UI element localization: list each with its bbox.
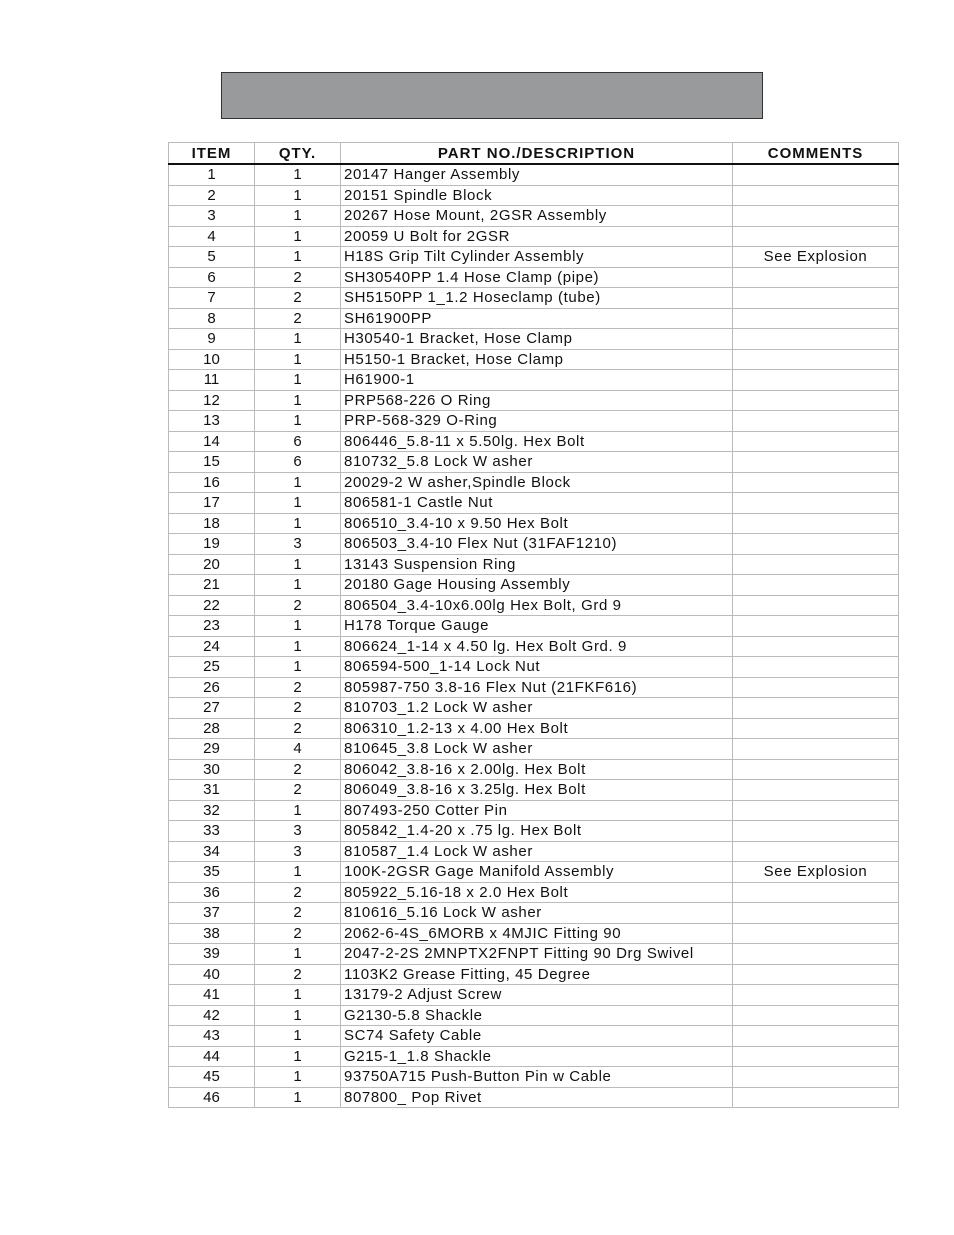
header-item: ITEM	[169, 143, 255, 165]
row-quantity: 1	[255, 616, 341, 637]
row-quantity: 2	[255, 698, 341, 719]
row-comment	[733, 616, 899, 637]
row-comment	[733, 1087, 899, 1108]
row-item-number: 8	[169, 308, 255, 329]
row-quantity: 2	[255, 677, 341, 698]
row-description: 806503_3.4-10 Flex Nut (31FAF1210)	[341, 534, 733, 555]
row-comment	[733, 780, 899, 801]
row-quantity: 1	[255, 1067, 341, 1088]
row-description: G2130-5.8 Shackle	[341, 1005, 733, 1026]
row-quantity: 1	[255, 185, 341, 206]
table-row	[169, 862, 899, 883]
row-item-number: 14	[169, 431, 255, 452]
table-row	[169, 903, 899, 924]
row-comment	[733, 206, 899, 227]
row-comment	[733, 677, 899, 698]
row-description: 20029-2 W asher,Spindle Block	[341, 472, 733, 493]
row-description: G215-1_1.8 Shackle	[341, 1046, 733, 1067]
table-row	[169, 349, 899, 370]
table-row	[169, 575, 899, 596]
table-row	[169, 452, 899, 473]
row-quantity: 1	[255, 636, 341, 657]
row-quantity: 6	[255, 431, 341, 452]
row-description: 806049_3.8-16 x 3.25lg. Hex Bolt	[341, 780, 733, 801]
row-comment	[733, 657, 899, 678]
row-comment	[733, 1067, 899, 1088]
row-comment	[733, 493, 899, 514]
row-comment	[733, 288, 899, 309]
row-comment	[733, 944, 899, 965]
table-row	[169, 985, 899, 1006]
table-row	[169, 185, 899, 206]
row-item-number: 28	[169, 718, 255, 739]
row-item-number: 37	[169, 903, 255, 924]
row-item-number: 27	[169, 698, 255, 719]
row-quantity: 2	[255, 267, 341, 288]
table-row	[169, 698, 899, 719]
row-quantity: 1	[255, 944, 341, 965]
row-quantity: 1	[255, 657, 341, 678]
parts-table-body	[169, 164, 899, 1108]
row-quantity: 2	[255, 759, 341, 780]
row-description: 806446_5.8-11 x 5.50lg. Hex Bolt	[341, 431, 733, 452]
row-description: 810587_1.4 Lock W asher	[341, 841, 733, 862]
row-quantity: 1	[255, 206, 341, 227]
row-comment	[733, 759, 899, 780]
row-comment	[733, 923, 899, 944]
row-description: 806581-1 Castle Nut	[341, 493, 733, 514]
table-row	[169, 493, 899, 514]
row-comment	[733, 329, 899, 350]
table-row	[169, 288, 899, 309]
row-quantity: 1	[255, 1087, 341, 1108]
row-description: 1103K2 Grease Fitting, 45 Degree	[341, 964, 733, 985]
row-comment	[733, 185, 899, 206]
row-item-number: 16	[169, 472, 255, 493]
table-row	[169, 636, 899, 657]
table-header-row	[169, 143, 899, 165]
row-description: 13143 Suspension Ring	[341, 554, 733, 575]
row-quantity: 2	[255, 903, 341, 924]
row-quantity: 2	[255, 923, 341, 944]
row-description: 806042_3.8-16 x 2.00lg. Hex Bolt	[341, 759, 733, 780]
row-item-number: 38	[169, 923, 255, 944]
row-description: 100K-2GSR Gage Manifold Assembly	[341, 862, 733, 883]
table-row	[169, 1087, 899, 1108]
row-item-number: 46	[169, 1087, 255, 1108]
row-item-number: 21	[169, 575, 255, 596]
table-row	[169, 759, 899, 780]
row-comment	[733, 903, 899, 924]
table-row	[169, 1046, 899, 1067]
table-row	[169, 739, 899, 760]
row-quantity: 1	[255, 390, 341, 411]
row-description: 13179-2 Adjust Screw	[341, 985, 733, 1006]
row-item-number: 1	[169, 164, 255, 185]
row-quantity: 1	[255, 554, 341, 575]
header-comments: COMMENTS	[733, 143, 899, 165]
row-comment	[733, 718, 899, 739]
table-row	[169, 821, 899, 842]
row-description: 2062-6-4S_6MORB x 4MJIC Fitting 90	[341, 923, 733, 944]
row-quantity: 1	[255, 513, 341, 534]
row-comment	[733, 964, 899, 985]
row-description: 810703_1.2 Lock W asher	[341, 698, 733, 719]
row-item-number: 31	[169, 780, 255, 801]
row-quantity: 1	[255, 472, 341, 493]
row-quantity: 1	[255, 247, 341, 268]
row-comment	[733, 821, 899, 842]
row-quantity: 1	[255, 349, 341, 370]
row-quantity: 6	[255, 452, 341, 473]
row-description: 20180 Gage Housing Assembly	[341, 575, 733, 596]
row-comment	[733, 513, 899, 534]
table-row	[169, 308, 899, 329]
row-item-number: 42	[169, 1005, 255, 1026]
row-item-number: 9	[169, 329, 255, 350]
table-row	[169, 534, 899, 555]
table-row	[169, 964, 899, 985]
row-quantity: 2	[255, 308, 341, 329]
row-comment	[733, 370, 899, 391]
row-item-number: 36	[169, 882, 255, 903]
row-item-number: 39	[169, 944, 255, 965]
table-row	[169, 882, 899, 903]
row-quantity: 1	[255, 493, 341, 514]
table-row	[169, 595, 899, 616]
header-qty: QTY.	[255, 143, 341, 165]
row-item-number: 41	[169, 985, 255, 1006]
row-quantity: 3	[255, 534, 341, 555]
row-comment	[733, 1005, 899, 1026]
row-item-number: 13	[169, 411, 255, 432]
table-row	[169, 780, 899, 801]
row-item-number: 22	[169, 595, 255, 616]
row-quantity: 3	[255, 841, 341, 862]
row-comment	[733, 739, 899, 760]
row-comment	[733, 882, 899, 903]
row-item-number: 19	[169, 534, 255, 555]
row-description: 806504_3.4-10x6.00lg Hex Bolt, Grd 9	[341, 595, 733, 616]
row-comment	[733, 554, 899, 575]
row-description: 805987-750 3.8-16 Flex Nut (21FKF616)	[341, 677, 733, 698]
row-item-number: 12	[169, 390, 255, 411]
row-comment	[733, 985, 899, 1006]
row-item-number: 40	[169, 964, 255, 985]
row-quantity: 2	[255, 288, 341, 309]
table-row	[169, 431, 899, 452]
row-item-number: 34	[169, 841, 255, 862]
row-description: 807800_ Pop Rivet	[341, 1087, 733, 1108]
row-comment	[733, 226, 899, 247]
row-comment	[733, 390, 899, 411]
table-row	[169, 657, 899, 678]
row-quantity: 2	[255, 595, 341, 616]
table-row	[169, 923, 899, 944]
row-item-number: 18	[169, 513, 255, 534]
row-item-number: 5	[169, 247, 255, 268]
row-item-number: 20	[169, 554, 255, 575]
row-description: 20059 U Bolt for 2GSR	[341, 226, 733, 247]
table-row	[169, 164, 899, 185]
row-description: SH61900PP	[341, 308, 733, 329]
row-item-number: 4	[169, 226, 255, 247]
row-description: H5150-1 Bracket, Hose Clamp	[341, 349, 733, 370]
row-quantity: 1	[255, 164, 341, 185]
row-quantity: 2	[255, 964, 341, 985]
row-description: 807493-250 Cotter Pin	[341, 800, 733, 821]
row-quantity: 1	[255, 1046, 341, 1067]
row-description: 20267 Hose Mount, 2GSR Assembly	[341, 206, 733, 227]
row-item-number: 45	[169, 1067, 255, 1088]
row-comment	[733, 698, 899, 719]
row-description: 810616_5.16 Lock W asher	[341, 903, 733, 924]
row-comment	[733, 472, 899, 493]
row-quantity: 1	[255, 329, 341, 350]
row-description: H178 Torque Gauge	[341, 616, 733, 637]
row-description: H30540-1 Bracket, Hose Clamp	[341, 329, 733, 350]
table-row	[169, 1005, 899, 1026]
row-item-number: 35	[169, 862, 255, 883]
row-item-number: 6	[169, 267, 255, 288]
table-row	[169, 677, 899, 698]
row-quantity: 1	[255, 370, 341, 391]
row-comment	[733, 411, 899, 432]
row-quantity: 3	[255, 821, 341, 842]
table-row	[169, 1067, 899, 1088]
row-description: 2047-2-2S 2MNPTX2FNPT Fitting 90 Drg Swivel	[341, 944, 733, 965]
row-description: SH5150PP 1_1.2 Hoseclamp (tube)	[341, 288, 733, 309]
row-item-number: 2	[169, 185, 255, 206]
row-quantity: 1	[255, 226, 341, 247]
table-row	[169, 554, 899, 575]
row-comment	[733, 431, 899, 452]
row-quantity: 1	[255, 985, 341, 1006]
row-comment	[733, 267, 899, 288]
row-item-number: 32	[169, 800, 255, 821]
table-row	[169, 841, 899, 862]
row-comment	[733, 575, 899, 596]
row-comment	[733, 1046, 899, 1067]
row-item-number: 44	[169, 1046, 255, 1067]
row-item-number: 33	[169, 821, 255, 842]
row-comment	[733, 841, 899, 862]
table-row	[169, 800, 899, 821]
row-description: 93750A715 Push-Button Pin w Cable	[341, 1067, 733, 1088]
table-row	[169, 1026, 899, 1047]
row-quantity: 1	[255, 575, 341, 596]
table-row	[169, 411, 899, 432]
table-row	[169, 472, 899, 493]
table-row	[169, 944, 899, 965]
header-description: PART NO./DESCRIPTION	[341, 143, 733, 165]
row-comment	[733, 800, 899, 821]
row-item-number: 43	[169, 1026, 255, 1047]
row-comment	[733, 164, 899, 185]
row-quantity: 1	[255, 1026, 341, 1047]
row-description: 806310_1.2-13 x 4.00 Hex Bolt	[341, 718, 733, 739]
row-description: PRP-568-329 O-Ring	[341, 411, 733, 432]
row-item-number: 7	[169, 288, 255, 309]
row-description: 806624_1-14 x 4.50 lg. Hex Bolt Grd. 9	[341, 636, 733, 657]
table-row	[169, 329, 899, 350]
row-description: 810645_3.8 Lock W asher	[341, 739, 733, 760]
table-row	[169, 267, 899, 288]
row-quantity: 1	[255, 1005, 341, 1026]
row-item-number: 25	[169, 657, 255, 678]
row-item-number: 3	[169, 206, 255, 227]
row-item-number: 30	[169, 759, 255, 780]
row-description: H61900-1	[341, 370, 733, 391]
table-row	[169, 616, 899, 637]
row-comment	[733, 349, 899, 370]
table-row	[169, 390, 899, 411]
row-comment	[733, 308, 899, 329]
row-description: PRP568-226 O Ring	[341, 390, 733, 411]
title-bar	[221, 72, 763, 119]
row-quantity: 1	[255, 862, 341, 883]
row-comment	[733, 534, 899, 555]
row-description: 810732_5.8 Lock W asher	[341, 452, 733, 473]
row-item-number: 24	[169, 636, 255, 657]
table-row	[169, 718, 899, 739]
row-item-number: 17	[169, 493, 255, 514]
row-quantity: 2	[255, 718, 341, 739]
parts-table	[168, 142, 899, 1108]
table-row	[169, 247, 899, 268]
row-description: 805842_1.4-20 x .75 lg. Hex Bolt	[341, 821, 733, 842]
row-description: 806510_3.4-10 x 9.50 Hex Bolt	[341, 513, 733, 534]
row-comment	[733, 595, 899, 616]
row-comment: See Explosion	[733, 862, 899, 883]
row-comment	[733, 452, 899, 473]
row-item-number: 11	[169, 370, 255, 391]
row-description: SC74 Safety Cable	[341, 1026, 733, 1047]
row-item-number: 23	[169, 616, 255, 637]
row-description: 805922_5.16-18 x 2.0 Hex Bolt	[341, 882, 733, 903]
row-comment	[733, 636, 899, 657]
row-item-number: 29	[169, 739, 255, 760]
row-quantity: 4	[255, 739, 341, 760]
row-description: SH30540PP 1.4 Hose Clamp (pipe)	[341, 267, 733, 288]
table-row	[169, 513, 899, 534]
table-row	[169, 206, 899, 227]
row-comment	[733, 1026, 899, 1047]
row-item-number: 10	[169, 349, 255, 370]
row-quantity: 1	[255, 800, 341, 821]
row-description: 20147 Hanger Assembly	[341, 164, 733, 185]
table-row	[169, 370, 899, 391]
row-item-number: 26	[169, 677, 255, 698]
row-item-number: 15	[169, 452, 255, 473]
row-description: 806594-500_1-14 Lock Nut	[341, 657, 733, 678]
row-quantity: 2	[255, 882, 341, 903]
row-description: 20151 Spindle Block	[341, 185, 733, 206]
table-row	[169, 226, 899, 247]
row-quantity: 2	[255, 780, 341, 801]
row-description: H18S Grip Tilt Cylinder Assembly	[341, 247, 733, 268]
row-quantity: 1	[255, 411, 341, 432]
row-comment: See Explosion	[733, 247, 899, 268]
